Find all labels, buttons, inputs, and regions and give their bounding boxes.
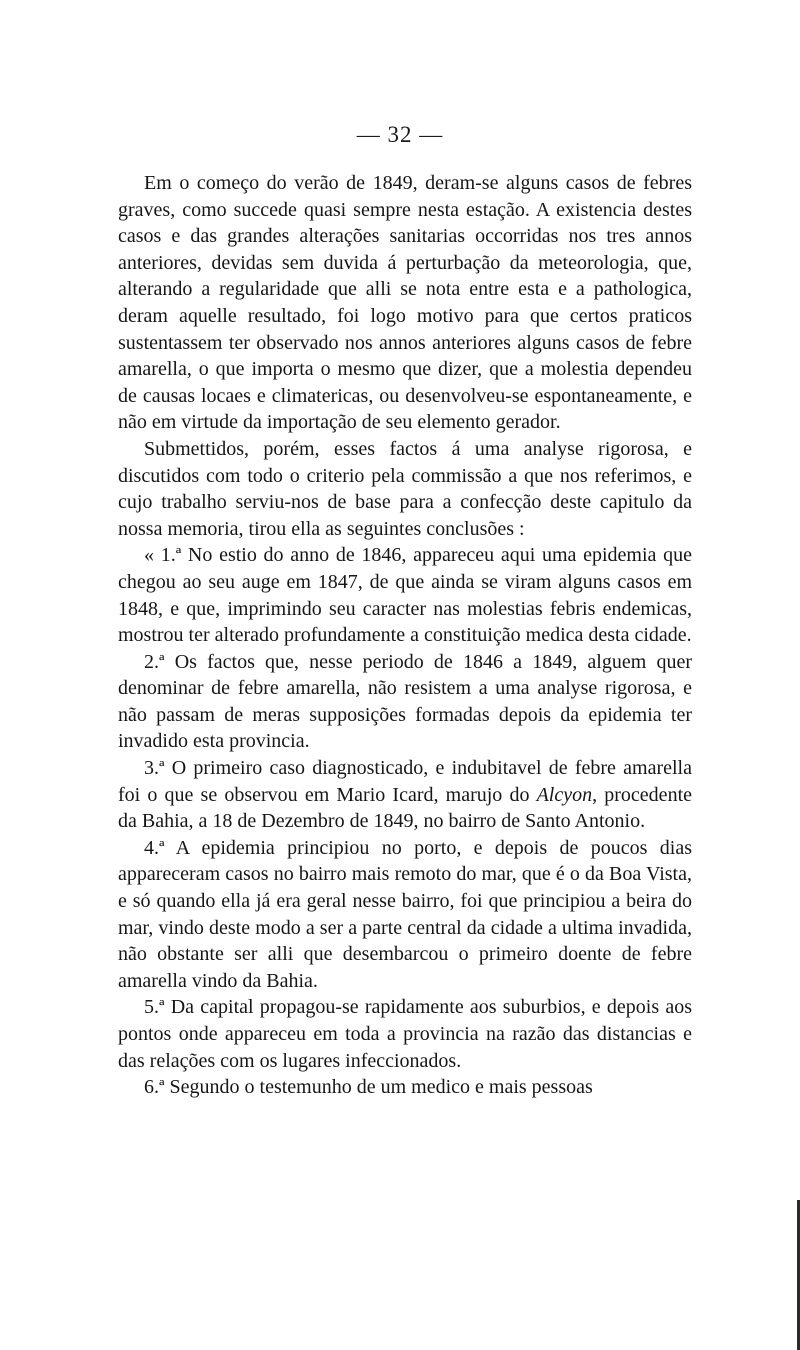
ship-name: Alcyon bbox=[536, 783, 593, 806]
paragraph-intro: Em o começo do verão de 1849, deram-se alguns casos de febres graves, como succede quasi sempre nesta estação. A existencia destes casos e das grandes alterações sanitarias occorridas nos tres annos anteriores, devidas sem duvida á perturbação da meteorologia, que, alterando a regularidade que alli se nota entre esta e a pathologica, deram aquelle resultado, foi logo motivo para que certos praticos sustentassem ter observado nos annos anteriores alguns casos de febre amarella, o que importa o mesmo que dizer, que a molestia dependeu de causas locaes e climatericas, ou desenvolveu-se espontaneamente, e não em virtude da importação de seu elemento gerador. bbox=[118, 172, 692, 434]
conclusion-3-part-2: , procedente da Bahia, a 18 de Dezembro de 1849, no bairro de Santo Antonio. bbox=[118, 783, 692, 833]
conclusion-6: 6.ª Segundo o testemunho de um medico e mais pessoas bbox=[144, 1076, 593, 1099]
conclusion-4: 4.ª A epidemia principiou no porto, e depois de poucos dias appareceram casos no bairro mais remoto do mar, que é o da Boa Vista, e só quando ella já era geral nesse bairro, foi que principiou a beira do mar, vindo deste modo a ser a parte central da cidade a ultima invadida, não obstante ser alli que desembarcou o primeiro doente de febre amarella vindo da Bahia. bbox=[118, 836, 692, 992]
conclusion-3 bbox=[118, 755, 692, 835]
conclusion-1: « 1.ª No estio do anno de 1846, appareceu aqui uma epidemia que chegou ao seu auge em 1847, de que ainda se viram alguns casos em 1848, e que, imprimindo seu caracter nas molestias febris endemicas, mostrou ter alterado profundamente a constituição medica desta cidade. bbox=[118, 544, 692, 647]
body-text bbox=[118, 170, 692, 1101]
paragraph-submission: Submettidos, porém, esses factos á uma analyse rigorosa, e discutidos com todo o criterio pela commissão a que nos referimos, e cujo trabalho serviu-nos de base para a confecção deste capitulo da nossa memoria, tirou ella as seguintes conclusões : bbox=[118, 437, 692, 540]
conclusion-5: 5.ª Da capital propagou-se rapidamente aos suburbios, e depois aos pontos onde appareceu em toda a provincia na razão das distancias e das relações com os lugares infeccionados. bbox=[118, 996, 692, 1072]
conclusion-2: 2.ª Os factos que, nesse periodo de 1846 a 1849, alguem quer denominar de febre amarella, não resistem a uma analyse rigorosa, e não passam de meras supposições formadas depois da epidemia ter invadido esta provincia. bbox=[118, 650, 692, 753]
conclusion-3-part-1: 3.ª O primeiro caso diagnosticado, e indubitavel de febre amarella foi o que se observou em Mario Icard, marujo do bbox=[118, 757, 692, 806]
page-number: — 32 — bbox=[356, 122, 444, 147]
